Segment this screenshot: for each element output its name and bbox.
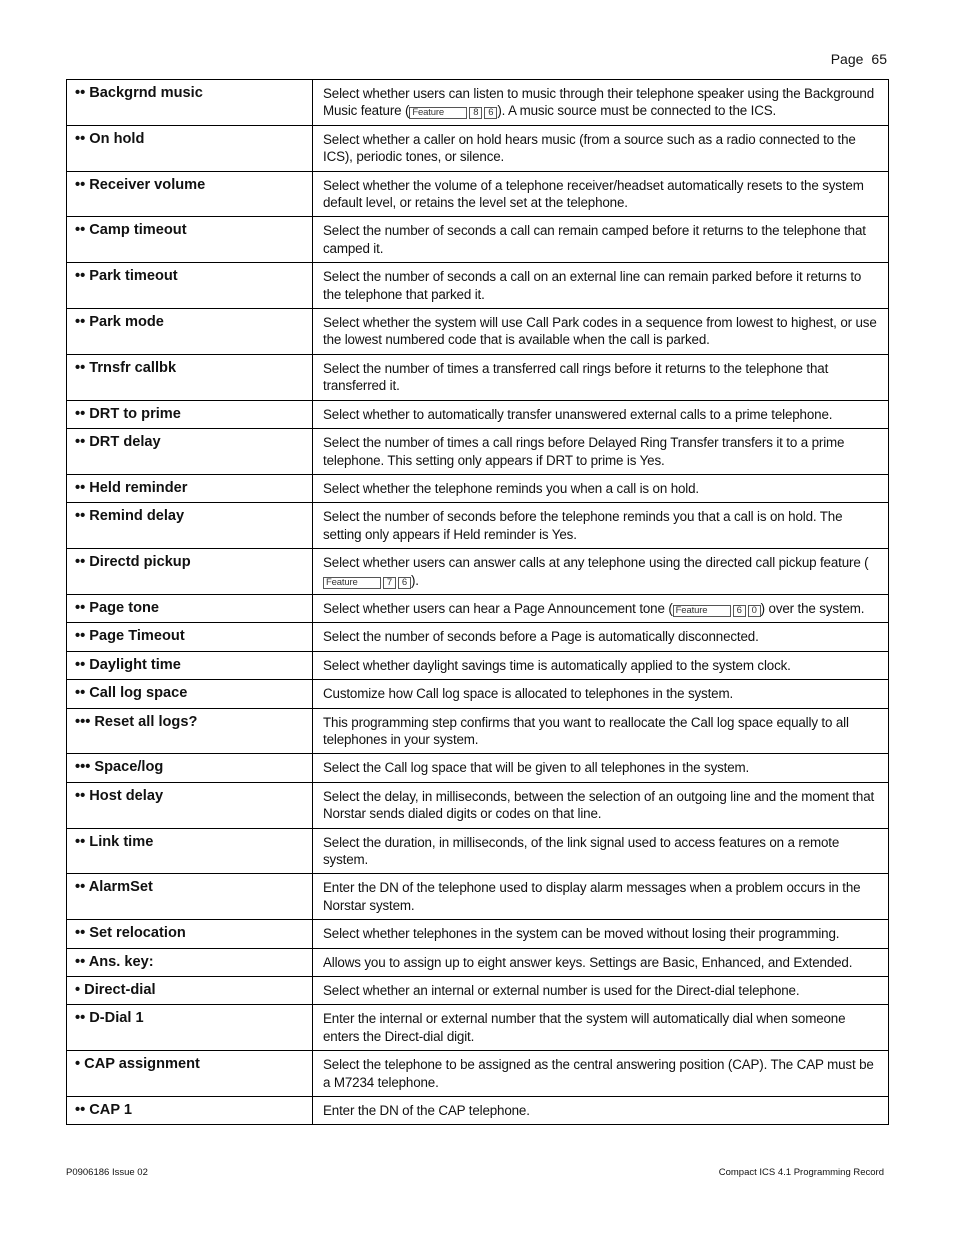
table-row (67, 828, 889, 874)
description-text: Select whether the system will use Call Park codes in a sequence from lowest to highest, or use the lowest numbered code that is available when the call is parked. (323, 315, 877, 348)
description-text: Select the Call log space that will be given to all telephones in the system. (323, 760, 750, 776)
table-row (67, 263, 889, 309)
setting-name: •• On hold (67, 125, 313, 171)
description-text: Select the telephone to be assigned as the central answering position (CAP). The CAP must be a M7234 telephone. (323, 1057, 874, 1090)
setting-description (313, 782, 889, 828)
setting-name: •• Held reminder (67, 474, 313, 502)
setting-description (313, 708, 889, 754)
table-row (67, 782, 889, 828)
setting-description (313, 651, 889, 679)
setting-name: •• DRT to prime (67, 400, 313, 428)
description-text: Select the number of times a call rings before Delayed Ring Transfer transfers it to a prime telephone. This setting only appears if DRT to prime is Yes. (323, 435, 845, 468)
setting-name: •• Host delay (67, 782, 313, 828)
setting-name: •• Backgrnd music (67, 80, 313, 126)
setting-description (313, 874, 889, 920)
table-row (67, 708, 889, 754)
table-row (67, 503, 889, 549)
setting-name: •• AlarmSet (67, 874, 313, 920)
table-row (67, 977, 889, 1005)
setting-description (313, 1005, 889, 1051)
description-text: Select whether telephones in the system can be moved without losing their programming. (323, 926, 840, 942)
setting-description (313, 920, 889, 948)
setting-description (313, 171, 889, 217)
setting-description (313, 217, 889, 263)
description-text: Enter the DN of the CAP telephone. (323, 1103, 530, 1119)
setting-name: ••• Space/log (67, 754, 313, 782)
description-text: Select the number of seconds before the telephone reminds you that a call is on hold. The setting only appears if Held reminder is Yes. (323, 509, 843, 542)
setting-description (313, 309, 889, 355)
setting-description (313, 503, 889, 549)
settings-table (66, 79, 889, 1125)
table-row (67, 171, 889, 217)
setting-description (313, 1097, 889, 1125)
settings-table-body (67, 80, 889, 1125)
description-text: Select the duration, in milliseconds, of the link signal used to access features on a remote system. (323, 834, 840, 867)
digit-key: 6 (484, 107, 497, 119)
digit-key: 0 (748, 605, 761, 617)
description-text-after: ). (411, 572, 419, 588)
setting-description (313, 680, 889, 708)
table-row (67, 80, 889, 126)
description-text: Select whether the telephone reminds you when a call is on hold. (323, 480, 699, 496)
digit-key: 8 (469, 107, 482, 119)
setting-description (313, 948, 889, 976)
feature-key: Feature (323, 577, 381, 589)
description-text: Select whether users can hear a Page Announcement tone ( (323, 600, 673, 616)
digit-key: 6 (733, 605, 746, 617)
table-row (67, 594, 889, 622)
table-row (67, 1097, 889, 1125)
setting-description (313, 400, 889, 428)
setting-name: •• Link time (67, 828, 313, 874)
setting-description (313, 594, 889, 622)
table-row (67, 623, 889, 651)
setting-description (313, 754, 889, 782)
setting-name: •• D-Dial 1 (67, 1005, 313, 1051)
setting-name: •• Receiver volume (67, 171, 313, 217)
table-row (67, 217, 889, 263)
setting-description (313, 977, 889, 1005)
setting-description (313, 623, 889, 651)
setting-name: •• Page Timeout (67, 623, 313, 651)
setting-name: •• Camp timeout (67, 217, 313, 263)
page-number-value: 65 (871, 51, 887, 67)
table-row (67, 874, 889, 920)
setting-name: •• CAP 1 (67, 1097, 313, 1125)
description-text: Select whether to automatically transfer unanswered external calls to a prime telephone. (323, 406, 833, 422)
setting-description (313, 354, 889, 400)
setting-description (313, 828, 889, 874)
setting-description (313, 80, 889, 126)
description-text-after: ). A music source must be connected to the ICS. (497, 103, 777, 119)
digit-key: 6 (398, 577, 411, 589)
description-text: Select whether daylight savings time is automatically applied to the system clock. (323, 657, 791, 673)
description-text: Select the number of seconds before a Page is automatically disconnected. (323, 629, 759, 645)
description-text: Select whether an internal or external number is used for the Direct-dial telephone. (323, 983, 800, 999)
setting-description (313, 429, 889, 475)
description-text: This programming step confirms that you want to reallocate the Call log space equally to all telephones in your system. (323, 714, 849, 747)
setting-name: •• Ans. key: (67, 948, 313, 976)
setting-name: • Direct-dial (67, 977, 313, 1005)
setting-description (313, 263, 889, 309)
table-row (67, 651, 889, 679)
setting-name: ••• Reset all logs? (67, 708, 313, 754)
description-text: Select whether users can answer calls at any telephone using the directed call pickup feature ( (323, 555, 869, 571)
document-id: P0906186 Issue 02 (66, 1167, 148, 1178)
setting-description (313, 549, 889, 595)
description-text: Allows you to assign up to eight answer keys. Settings are Basic, Enhanced, and Extended. (323, 954, 853, 970)
setting-name: •• Call log space (67, 680, 313, 708)
table-row (67, 474, 889, 502)
setting-name: •• Park mode (67, 309, 313, 355)
description-text: Customize how Call log space is allocated to telephones in the system. (323, 686, 734, 702)
description-text: Select whether a caller on hold hears music (from a source such as a radio connected to the ICS), periodic tones, or silence. (323, 131, 856, 165)
setting-name: •• Daylight time (67, 651, 313, 679)
setting-name: •• Park timeout (67, 263, 313, 309)
table-row (67, 1051, 889, 1097)
setting-name: •• Trnsfr callbk (67, 354, 313, 400)
description-text: Select whether users can listen to music through their telephone speaker using the Background Music feature ( (323, 86, 875, 119)
setting-description (313, 1051, 889, 1097)
table-row (67, 429, 889, 475)
setting-description (313, 474, 889, 502)
table-row (67, 754, 889, 782)
description-text: Select whether the volume of a telephone receiver/headset automatically resets to the system default level, or retains the level set at the telephone. (323, 177, 864, 211)
feature-key: Feature (673, 605, 731, 617)
setting-description (313, 125, 889, 171)
setting-name: •• Remind delay (67, 503, 313, 549)
description-text: Select the number of times a transferred call rings before it returns to the telephone that transferred it. (323, 360, 829, 394)
digit-key: 7 (383, 577, 396, 589)
table-row (67, 354, 889, 400)
table-row (67, 1005, 889, 1051)
table-row (67, 680, 889, 708)
table-row (67, 920, 889, 948)
table-row (67, 948, 889, 976)
table-row (67, 309, 889, 355)
setting-name: •• Directd pickup (67, 549, 313, 595)
description-text: Enter the internal or external number that the system will automatically dial when someone enters the Direct-dial digit. (323, 1011, 846, 1044)
setting-name: •• DRT delay (67, 429, 313, 475)
table-row (67, 549, 889, 595)
description-text: Enter the DN of the telephone used to display alarm messages when a problem occurs in the Norstar system. (323, 880, 861, 913)
feature-key: Feature (409, 107, 467, 119)
setting-name: •• Set relocation (67, 920, 313, 948)
description-text-after: ) over the system. (760, 600, 865, 616)
table-row (67, 400, 889, 428)
table-row (67, 125, 889, 171)
document-title: Compact ICS 4.1 Programming Record (718, 1167, 884, 1178)
page-number (831, 51, 887, 67)
setting-name: •• Page tone (67, 594, 313, 622)
description-text: Select the number of seconds a call on an external line can remain parked before it returns to the telephone that parked it. (323, 269, 862, 302)
description-text: Select the delay, in milliseconds, between the selection of an outgoing line and the moment that Norstar sends dialed digits or codes on that line. (323, 788, 875, 822)
page-label: Page (830, 51, 864, 67)
description-text: Select the number of seconds a call can remain camped before it returns to the telephone that camped it. (323, 223, 866, 256)
setting-name: • CAP assignment (67, 1051, 313, 1097)
